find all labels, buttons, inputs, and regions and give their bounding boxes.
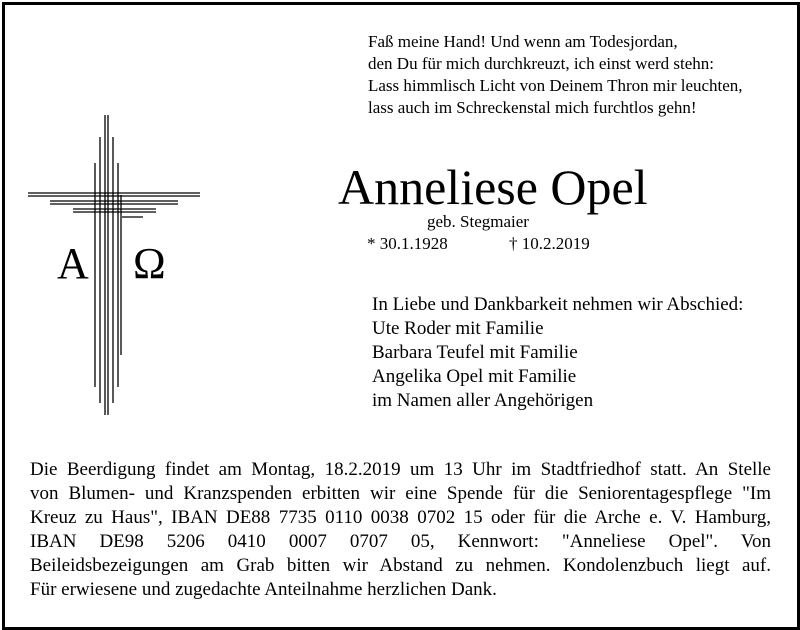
mourners-line: im Namen aller Angehörigen [372, 390, 594, 411]
mourners-line: Barbara Teufel mit Familie [372, 342, 578, 363]
cross-icon [28, 115, 200, 415]
notice-line: IBAN DE98 5206 0410 0007 0707 05, Kennwort: "Anneliese Opel". Von [30, 531, 771, 552]
alpha-symbol: A [57, 239, 89, 288]
verse [368, 31, 743, 119]
verse-line: lass auch im Schreckenstal mich furchtlos gehn! [368, 98, 697, 117]
omega-symbol: Ω [133, 239, 166, 288]
verse-line: Faß meine Hand! Und wenn am Todesjordan, [368, 32, 678, 51]
notice-line: Beileidsbezeigungen am Grab bitten wir Abstand zu nehmen. Kondolenzbuch liegt auf. [30, 555, 771, 576]
mourners [372, 293, 743, 413]
birth-date: * 30.1.1928 [367, 234, 448, 253]
mourners-line: Angelika Opel mit Familie [372, 366, 577, 387]
funeral-notice [30, 458, 771, 602]
verse-line: Lass himmlisch Licht von Deinem Thron mir leuchten, [368, 76, 743, 95]
notice-line: Kreuz zu Haus", IBAN DE88 7735 0110 0038 0702 15 oder für die Arche e. V. Hamburg, [30, 507, 771, 528]
deceased-name: Anneliese Opel [338, 159, 648, 215]
notice-line: von Blumen- und Kranzspenden erbitten wir eine Spende für die Seniorentagespflege "Im [30, 483, 771, 504]
verse-line: den Du für mich durchkreuzt, ich einst werd stehn: [368, 54, 715, 73]
mourners-line: In Liebe und Dankbarkeit nehmen wir Abschied: [372, 294, 744, 315]
mourners-line: Ute Roder mit Familie [372, 318, 544, 339]
notice-line: Für erwiesene und zugedachte Anteilnahme herzlichen Dank. [30, 579, 497, 600]
death-date: † 10.2.2019 [509, 234, 590, 253]
notice-line: Die Beerdigung findet am Montag, 18.2.2019 um 13 Uhr im Stadtfriedhof statt. An Stelle [30, 459, 771, 480]
maiden-name: geb. Stegmaier [427, 212, 529, 231]
